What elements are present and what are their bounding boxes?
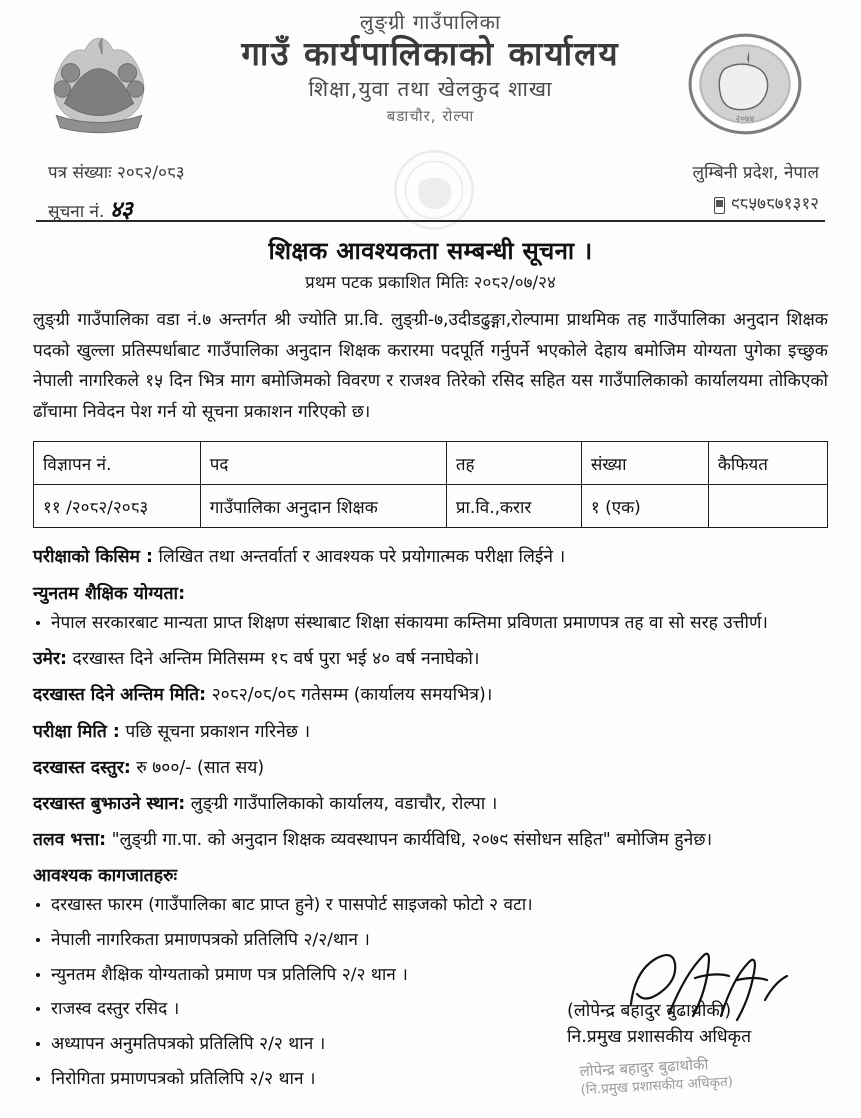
th-remarks: कैफियत [708, 442, 827, 485]
age-label: उमेर: [33, 649, 67, 670]
letter-number-label: पत्र संख्याः [48, 163, 112, 183]
list-item: नेपाली नागरिकता प्रमाणपत्रको प्रतिलिपि २/२/थान । [33, 928, 828, 954]
signatory-name: (लोपेन्द्र बहादुर बुढाथोकी) [567, 1000, 732, 1021]
official-stamp [567, 1047, 829, 1100]
submit-place-value: लुङ्ग्री गाउँपालिकाको कार्यालय, वडाचौर, रोल्पा । [190, 793, 498, 814]
stamp-designation: (नि.प्रमुख प्रशासकीय अधिकृत) [580, 1073, 734, 1099]
min-qualification-heading: न्युनतम शैक्षिक योग्यता: [33, 583, 186, 604]
th-level: तह [446, 442, 581, 485]
phone-row [714, 189, 819, 220]
exam-type-line [33, 544, 828, 570]
letter-reference-block [48, 158, 185, 232]
min-qualification-list [33, 611, 828, 637]
table-row [34, 485, 828, 528]
fee-line [33, 755, 828, 781]
fee-value: रु ७००/- (सात सय) [136, 757, 265, 778]
signatory-designation: नि.प्रमुख प्रशासकीय अधिकृत [567, 1026, 752, 1047]
fee-label: दरखास्त दस्तुर: [33, 757, 131, 778]
mobile-phone-icon [714, 197, 725, 214]
nepal-government-emblem-logo [38, 30, 160, 142]
municipality-seal-logo [684, 28, 806, 140]
submit-place-line [33, 791, 828, 817]
letter-number-row [48, 158, 185, 189]
municipality-name: लुङ्ग्री गाउँपालिका [359, 10, 502, 34]
deadline-line [33, 682, 828, 708]
publication-date: प्रथम पटक प्रकाशित मितिः २०८२/०७/२४ [305, 273, 556, 293]
deadline-value: २०८२/०८/०८ गतेसम्म (कार्यालय समयभित्र)। [211, 685, 493, 706]
deadline-label: दरखास्त दिने अन्तिम मिति: [33, 685, 207, 706]
page-title: शिक्षक आवश्यकता सम्बन्धी सूचना । [268, 237, 593, 265]
title-block [0, 234, 861, 293]
age-line [33, 646, 828, 672]
th-number: संख्या [581, 442, 708, 485]
th-post: पद [200, 442, 446, 485]
cell-number: १ (एक) [581, 485, 708, 528]
list-item: न्युनतम शैक्षिक योग्यताको प्रमाण पत्र प्रतिलिपि २/२ थान । [33, 963, 828, 989]
vacancy-table [33, 441, 828, 528]
office-place: बडाचौर, रोल्पा [386, 106, 475, 125]
letter-meta-row [0, 150, 861, 224]
cell-post: गाउँपालिका अनुदान शिक्षक [200, 485, 446, 528]
salary-label: तलव भत्ता: [33, 829, 107, 850]
list-item: दरखास्त फारम (गाउँपालिका बाट प्राप्त हुने) र पासपोर्ट साइजको फोटो २ वटा। [33, 893, 828, 919]
notice-number-row [48, 189, 185, 232]
notice-number-label: सूचना नं. [48, 202, 105, 223]
list-item: निरोगिता प्रमाणपत्रको प्रतिलिपि २/२ थान । [33, 1067, 828, 1093]
salary-line [33, 827, 828, 853]
branch-name: शिक्षा,युवा तथा खेलकुद शाखा [308, 76, 553, 101]
office-name: गाउँ कार्यपालिकाको कार्यालय [241, 34, 620, 73]
province-line: लुम्बिनी प्रदेश, नेपाल [692, 163, 819, 183]
svg-text:२०७४: २०७४ [735, 114, 755, 125]
exam-type-value: लिखित तथा अन्तर्वार्ता र आवश्यक परे प्रयोगात्मक परीक्षा लिईने । [158, 547, 566, 568]
cell-advertisement-no: ११ /२०८२/२०८३ [34, 485, 201, 528]
phone-number: ९८५७८७१३१२ [730, 194, 819, 215]
table-header-row [34, 442, 828, 485]
list-item: अध्यापन अनुमतिपत्रको प्रतिलिपि २/२ थान । [33, 1032, 828, 1058]
submit-place-label: दरखास्त बुझाउने स्थान: [33, 793, 186, 814]
cell-remarks [708, 485, 827, 528]
exam-date-label: परीक्षा मिति : [33, 721, 120, 742]
exam-type-label: परीक्षाको किसिम : [33, 547, 153, 568]
letter-number-value: २०८२/०८३ [116, 163, 185, 183]
list-item: राजस्व दस्तुर रसिद । [33, 997, 828, 1023]
notice-body-paragraph: लुङ्ग्री गाउँपालिका वडा नं.७ अन्तर्गत श्री ज्योति प्रा.वि. लुङ्ग्री-७,उदीडढुङ्गा,रोल्पामा प्राथमिक तह गाउँपालिका अनुदान शिक्षक पदको खुल्ला प्रतिस्पर्धाबाट गाउँपालिका अनुदान शिक्षक करारमा पदपूर्ति गर्नुपर्ने भएकोले देहाय बमोजिम योग्यता पुगेका इच्छुक नेपाली नागरिकले १५ दिन भित्र माग बमोजिमको विवरण र राजश्व तिरेको रसिद सहित यस गाउँपालिकाको कार्यालयमा तोकिएको ढाँचामा निवेदन पेश गर्न यो सूचना प्रकाशन गरिएको छ। [33, 310, 828, 422]
notice-number-value: ४३ [109, 196, 132, 224]
salary-value: "लुङ्ग्री गा.पा. को अनुदान शिक्षक व्यवस्थापन कार्यविधि, २०७९ संसोधन सहित" बमोजिम हुनेछ। [111, 829, 713, 850]
required-documents-heading: आवश्यक कागजातहरुः [33, 866, 178, 886]
list-item: नेपाल सरकारबाट मान्यता प्राप्त शिक्षण संस्थाबाट शिक्षा संकायमा कम्तिमा प्रविणता प्रमाणपत्र तह वा सो सरह उत्तीर्ण। [33, 611, 828, 637]
cell-level: प्रा.वि.,करार [446, 485, 581, 528]
exam-date-value: पछि सूचना प्रकाशन गरिनेछ । [125, 721, 311, 742]
age-value: दरखास्त दिने अन्तिम मितिसम्म १८ वर्ष पुरा भई ४० वर्ष ननाघेको। [72, 649, 480, 670]
signature-block [567, 998, 827, 1100]
contact-block [693, 158, 820, 225]
stamp-name: लोपेन्द्र बहादुर बुढाथोकी [579, 1054, 709, 1080]
exam-date-line [33, 719, 828, 745]
document-header [0, 0, 861, 150]
header-titles [170, 8, 691, 126]
th-advertisement-no: विज्ञापन नं. [34, 442, 201, 485]
